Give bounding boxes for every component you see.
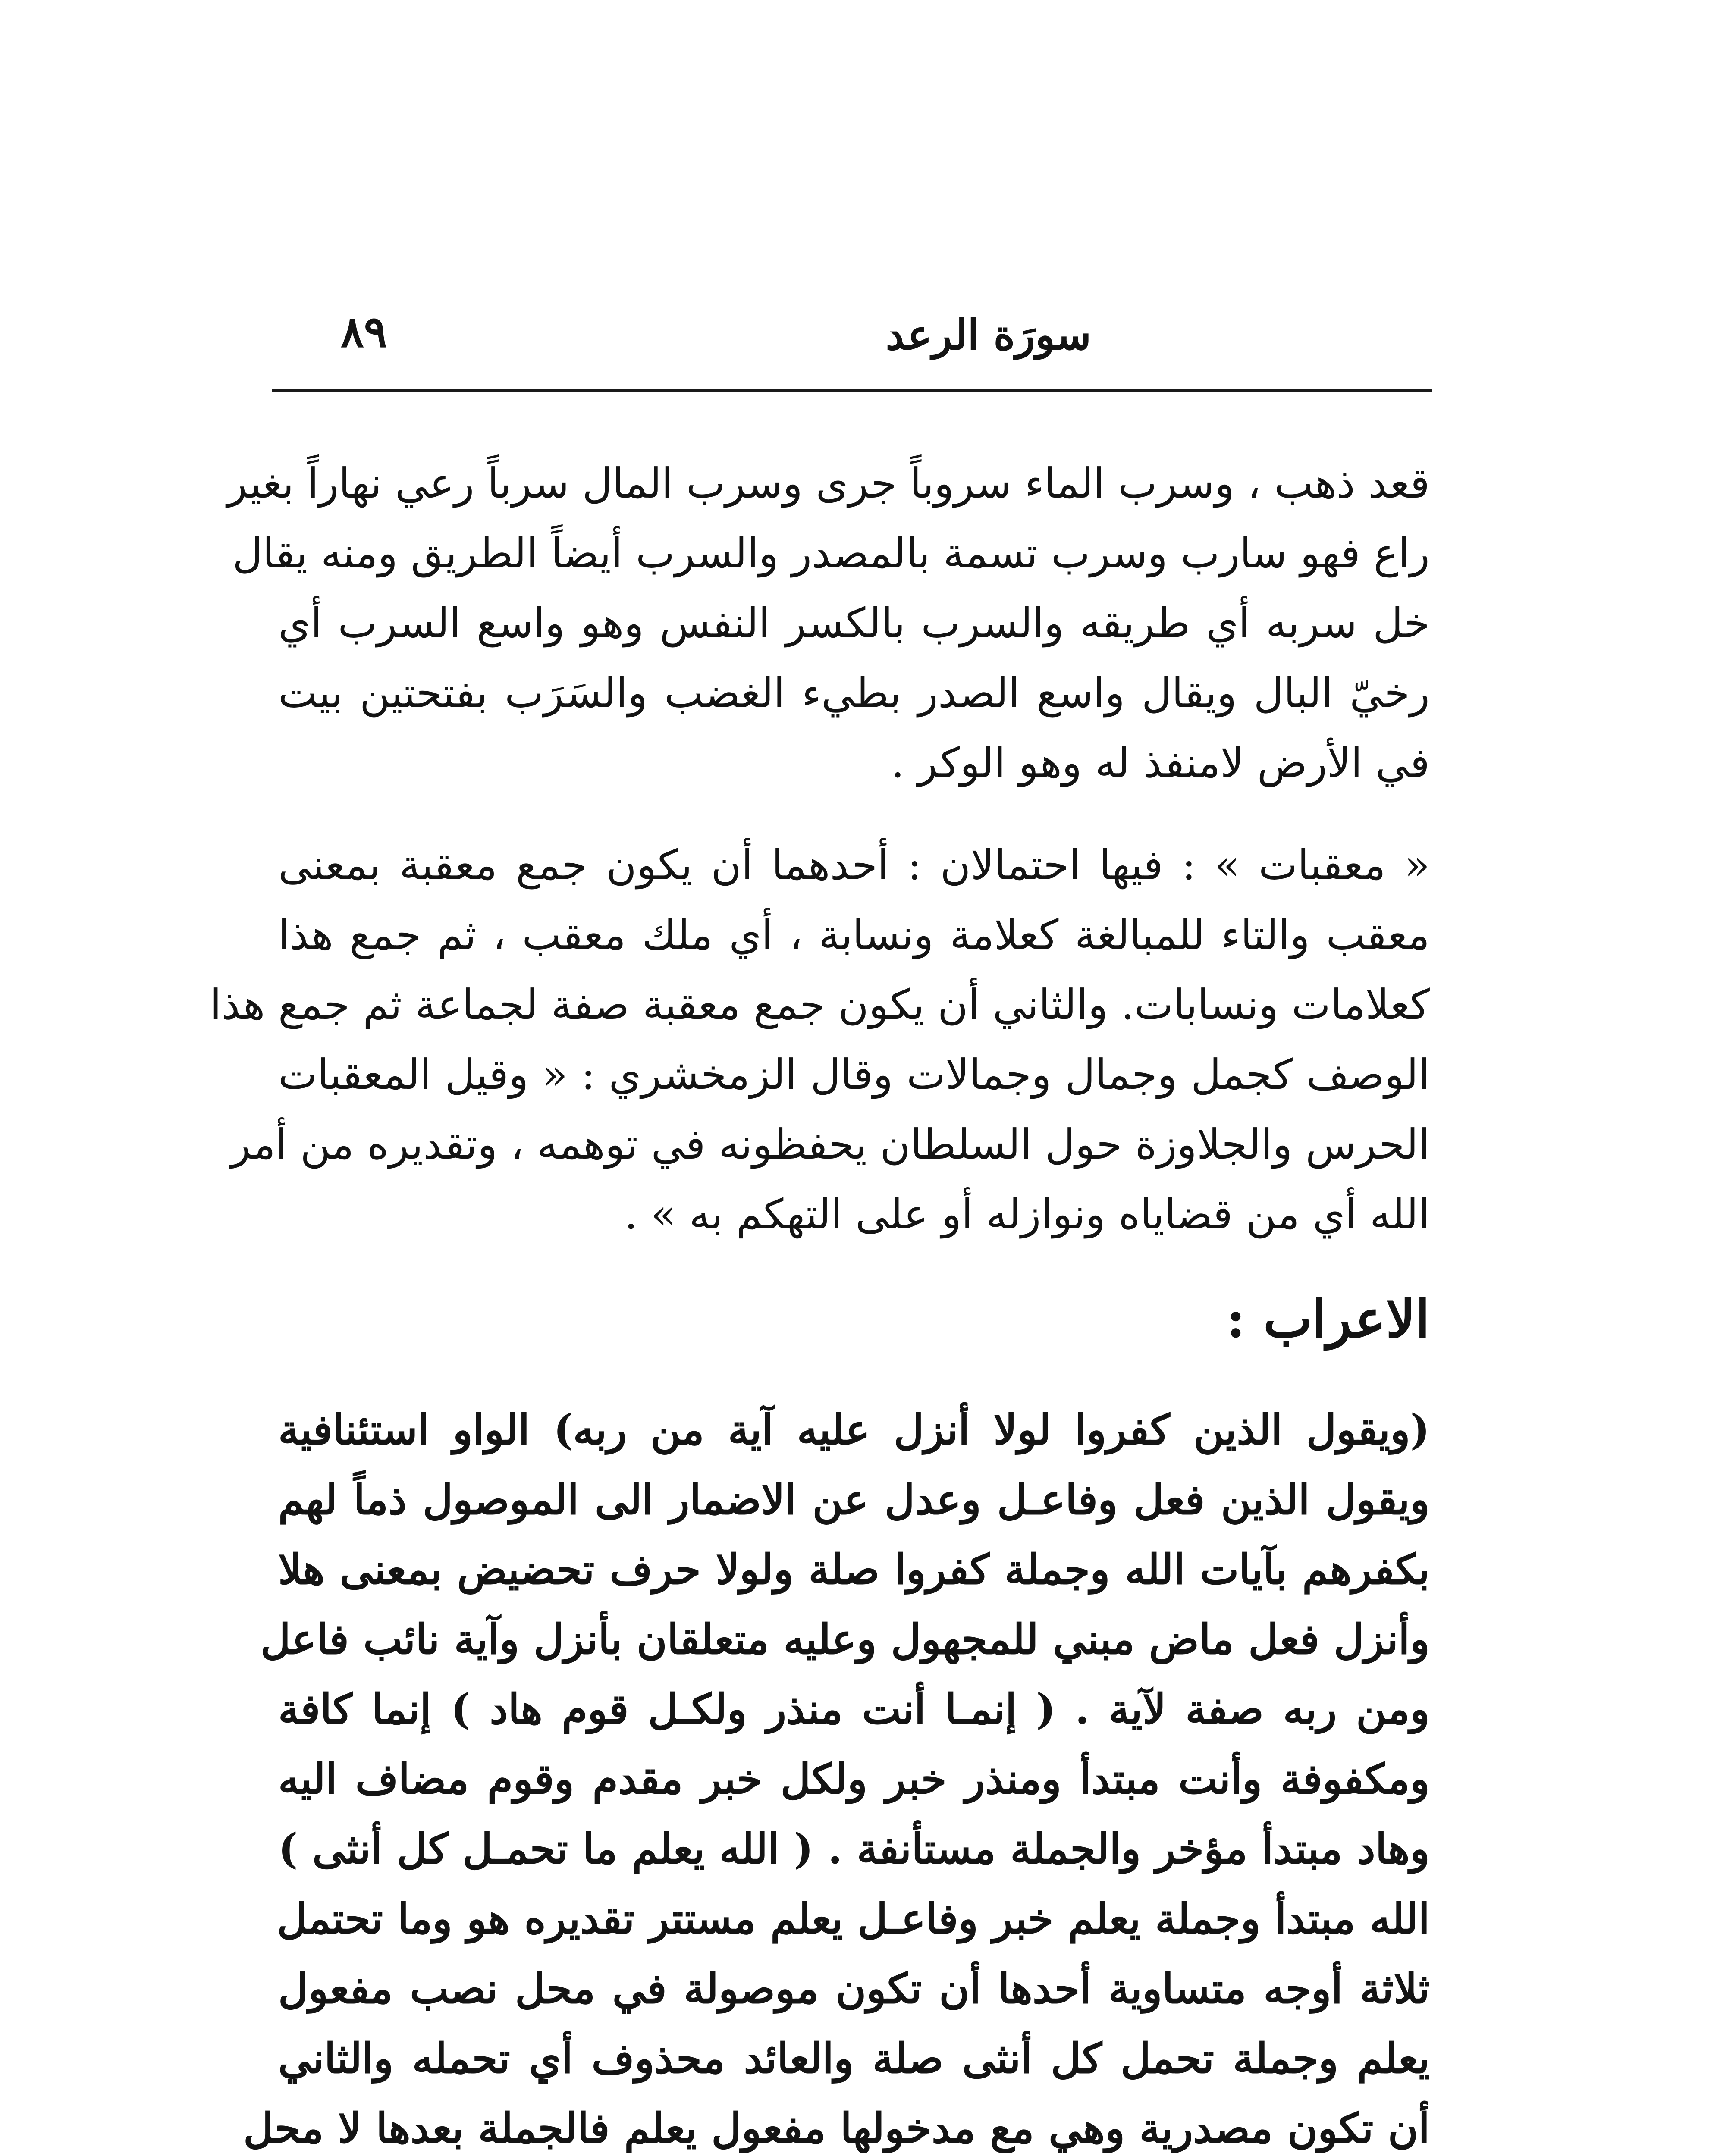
surah-title: سورَة الرعد [885, 310, 1091, 359]
paragraph-2 [210, 830, 1430, 1249]
header-divider [272, 389, 1432, 392]
text-line: أن تكون مصدرية وهي مع مدخولها مفعول يعلم فالجملة بعدها لا محل [243, 2104, 1430, 2153]
text-line: رخيّ البال ويقال واسع الصدر بطيء الغضب والسَرَب بفتحتين بيت [278, 669, 1430, 717]
text-line: راع فهو سارب وسرب تسمة بالمصدر والسرب أيضاً الطريق ومنه يقال [232, 529, 1430, 577]
text-line: وأنزل فعل ماض مبني للمجهول وعليه متعلقان بأنزل وآية نائب فاعل [260, 1615, 1430, 1664]
text-line: الحرس والجلاوزة حول السلطان يحفظونه في توهمه ، وتقديره من أمر [230, 1120, 1430, 1169]
paragraph-1 [227, 448, 1430, 798]
page-number: ٨٩ [341, 306, 387, 357]
paragraph-3 [243, 1395, 1430, 2156]
section-heading [278, 1276, 1430, 1380]
text-line: الله أي من قضاياه ونوازله أو على التهكم به » . [624, 1190, 1430, 1238]
text-line: (ويقول الذين كفروا لولا أنزل عليه آية من ربه) الواو استئنافية [278, 1405, 1430, 1454]
text-line: ويقول الذين فعل وفاعـل وعدل عن الاضمار الى الموصول ذماً لهم [278, 1475, 1430, 1524]
text-line: وهاد مبتدأ مؤخر والجملة مستأنفة . ( الله يعلم ما تحمـل كل أنثى ) [278, 1824, 1430, 1873]
text-line: كعلامات ونسابات. والثاني أن يكون جمع معقبة صفة لجماعة ثم جمع هذا [210, 981, 1430, 1029]
text-line: في الأرض لامنفذ له وهو الوكر . [891, 739, 1430, 787]
text-line: ومن ربه صفة لآية . ( إنمـا أنت منذر ولكـل قوم هاد ) إنما كافة [278, 1685, 1430, 1733]
text-line: خل سربه أي طريقه والسرب بالكسر النفس وهو واسع السرب أي [278, 599, 1430, 647]
heading-text: الاعراب : [1226, 1289, 1430, 1350]
text-line: يعلم وجملة تحمل كل أنثى صلة والعائد محذوف أي تحمله والثاني [278, 2034, 1430, 2083]
text-line: بكفرهم بآيات الله وجملة كفروا صلة ولولا حرف تحضيض بمعنى هلا [278, 1545, 1430, 1594]
text-line: ثلاثة أوجه متساوية أحدها أن تكون موصولة في محل نصب مفعول [278, 1964, 1430, 2013]
text-line: معقب والتاء للمبالغة كعلامة ونسابة ، أي ملك معقب ، ثم جمع هذا [278, 911, 1430, 959]
text-line: ومكفوفة وأنت مبتدأ ومنذر خبر ولكل خبر مقدم وقوم مضاف اليه [278, 1755, 1430, 1803]
text-line: « معقبات » : فيها احتمالان : أحدهما أن يكون جمع معقبة بمعنى [278, 841, 1430, 889]
text-line: الوصف كجمل وجمال وجمالات وقال الزمخشري : « وقيل المعقبات [278, 1050, 1430, 1099]
text-line: الله مبتدأ وجملة يعلم خبر وفاعـل يعلم مستتر تقديره هو وما تحتمل [277, 1894, 1430, 1943]
text-line: قعد ذهب ، وسرب الماء سروباً جرى وسرب المال سرباً رعي نهاراً بغير [227, 459, 1430, 508]
page-header [276, 302, 1432, 392]
